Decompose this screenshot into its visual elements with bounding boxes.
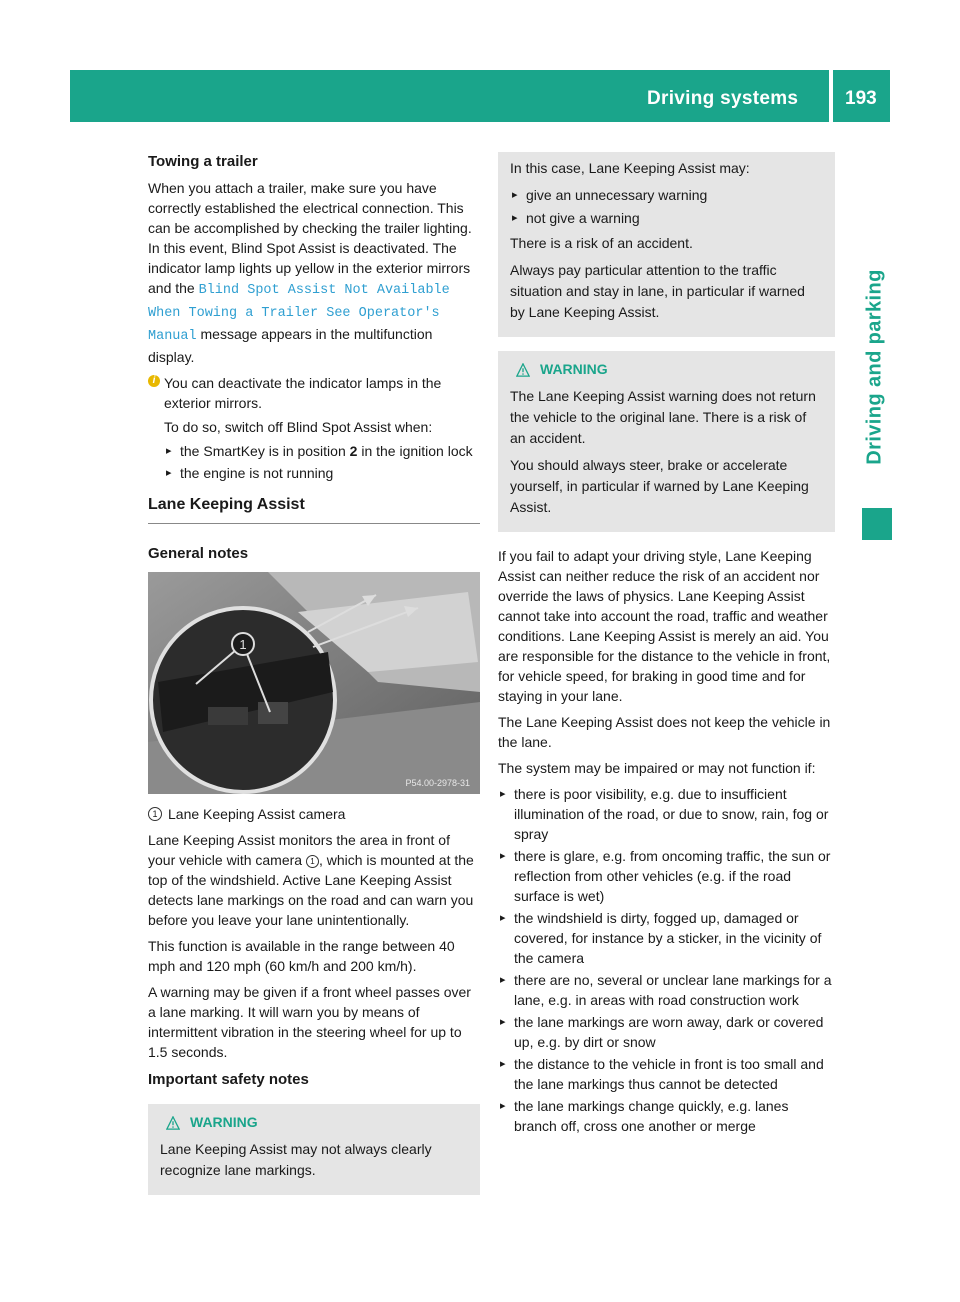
box-bullet-list bbox=[510, 185, 823, 229]
info-icon: i bbox=[148, 375, 160, 387]
list-item: ▸ there is glare, e.g. from oncoming traffic, the sun or reflection from other vehicles (e.g. if the road surface is wet) bbox=[498, 846, 835, 906]
right-paragraph-3: The system may be impaired or may not function if: bbox=[498, 760, 816, 776]
list-item: ▸ the distance to the vehicle in front is too small and the lane markings thus cannot be detected bbox=[498, 1054, 835, 1094]
safety-heading: Important safety notes bbox=[148, 1071, 309, 1088]
page-number: 193 bbox=[845, 88, 877, 109]
warning-text-2: You should always steer, brake or accelerate yourself, in particular if warned by Lane Keeping Assist. bbox=[510, 457, 809, 515]
caption-number: 1 bbox=[148, 807, 162, 821]
towing-text-before: When you attach a trailer, make sure you have correctly established the electrical connection. This can be accomplished by checking the trailer lighting. In this event, Blind Spot Assist is deactivated. The indicator lamp lights up yellow in the exterior mirrors and the bbox=[148, 180, 472, 296]
callout-1: 1 bbox=[239, 637, 247, 652]
towing-text-after: message appears in the multifunction display. bbox=[148, 326, 433, 365]
warning-text-1: The Lane Keeping Assist warning does not return the vehicle to the original lane. There is a risk of an accident. bbox=[510, 388, 816, 446]
right-paragraph-1: If you fail to adapt your driving style, Lane Keeping Assist can neither reduce the risk of an accident nor override the laws of physics. Lane Keeping Assist cannot take into account the road, traffic and weather conditions. Lane Keeping Assist is merely an aid. You are responsible for the distance to the vehicle in front, for vehicle speed, for braking in good time and for staying in your lane. bbox=[498, 548, 831, 704]
right-paragraph-2: The Lane Keeping Assist does not keep the vehicle in the lane. bbox=[498, 714, 831, 750]
box-risk-text: There is a risk of an accident. bbox=[510, 235, 693, 251]
list-item: ▸ the windshield is dirty, fogged up, damaged or covered, for instance by a sticker, in the vicinity of the camera bbox=[498, 908, 835, 968]
lka-paragraph-1: Lane Keeping Assist monitors the area in front of your vehicle with camera 1 , which is mounted at the top of the windshield. Active Lane Keeping Assist detects lane markings on the road and can warn you before you leave your lane unintentionally. bbox=[148, 832, 474, 928]
warning-box bbox=[498, 351, 835, 532]
box-intro: In this case, Lane Keeping Assist may: bbox=[510, 160, 750, 176]
info-note bbox=[148, 373, 480, 483]
warning-box-continued bbox=[498, 152, 835, 337]
towing-heading: Towing a trailer bbox=[148, 153, 258, 170]
caption-text: Lane Keeping Assist camera bbox=[168, 806, 346, 822]
towing-paragraph bbox=[148, 178, 480, 367]
list-item: ▸ there is poor visibility, e.g. due to insufficient illumination of the road, or due to snow, rain, fog or spray bbox=[498, 784, 835, 844]
general-notes-heading: General notes bbox=[148, 545, 249, 562]
list-item: ▸ give an unnecessary warning bbox=[510, 185, 823, 206]
lka-heading: Lane Keeping Assist bbox=[148, 495, 480, 524]
warning-text: Lane Keeping Assist may not always clearly recognize lane markings. bbox=[160, 1141, 432, 1178]
warning-heading: WARNING bbox=[510, 359, 823, 380]
warning-triangle-icon bbox=[516, 363, 530, 377]
conditions-list bbox=[498, 784, 835, 1136]
side-tab-marker bbox=[862, 508, 892, 540]
display-message: Blind Spot Assist Not Available When Towing a Trailer See Operator's Manual bbox=[148, 283, 450, 344]
list-item: ▸ the engine is not running bbox=[164, 463, 480, 483]
warning-box bbox=[148, 1104, 480, 1195]
info-text: You can deactivate the indicator lamps in the exterior mirrors. bbox=[164, 375, 442, 411]
lka-paragraph-3: A warning may be given if a front wheel passes over a lane marking. It will warn you by means of intermittent vibration in the steering wheel for up to 1.5 seconds. bbox=[148, 984, 471, 1060]
list-item: ▸ the lane markings are worn away, dark or covered up, e.g. by dirt or snow bbox=[498, 1012, 835, 1052]
car-interior-illustration bbox=[148, 572, 480, 794]
right-column bbox=[498, 152, 835, 1140]
info-bullet-list bbox=[164, 441, 480, 483]
list-item: ▸ the lane markings change quickly, e.g. lanes branch off, cross one another or merge bbox=[498, 1096, 835, 1136]
list-item: ▸ the SmartKey is in position 2 in the ignition lock bbox=[164, 441, 480, 461]
lka-paragraph-2: This function is available in the range between 40 mph and 120 mph (60 km/h and 200 km/h). bbox=[148, 938, 455, 974]
list-item: ▸ there are no, several or unclear lane markings for a lane, e.g. in areas with road construction work bbox=[498, 970, 835, 1010]
list-item: ▸ not give a warning bbox=[510, 208, 823, 229]
warning-triangle-icon bbox=[166, 1116, 180, 1130]
side-tab-label: Driving and parking bbox=[863, 269, 886, 465]
inline-callout: 1 bbox=[306, 855, 319, 868]
image-code: P54.00-2978-31 bbox=[405, 778, 470, 788]
header-divider bbox=[829, 70, 833, 122]
side-tab bbox=[862, 242, 888, 492]
camera-photo bbox=[148, 572, 480, 794]
info-subtext: To do so, switch off Blind Spot Assist when: bbox=[164, 419, 433, 435]
left-column bbox=[148, 152, 480, 1209]
section-title: Driving systems bbox=[647, 88, 799, 109]
box-advice-text: Always pay particular attention to the traffic situation and stay in lane, in particular if warned by Lane Keeping Assist. bbox=[510, 262, 805, 320]
figure-caption bbox=[148, 804, 480, 824]
warning-heading: WARNING bbox=[160, 1112, 468, 1133]
